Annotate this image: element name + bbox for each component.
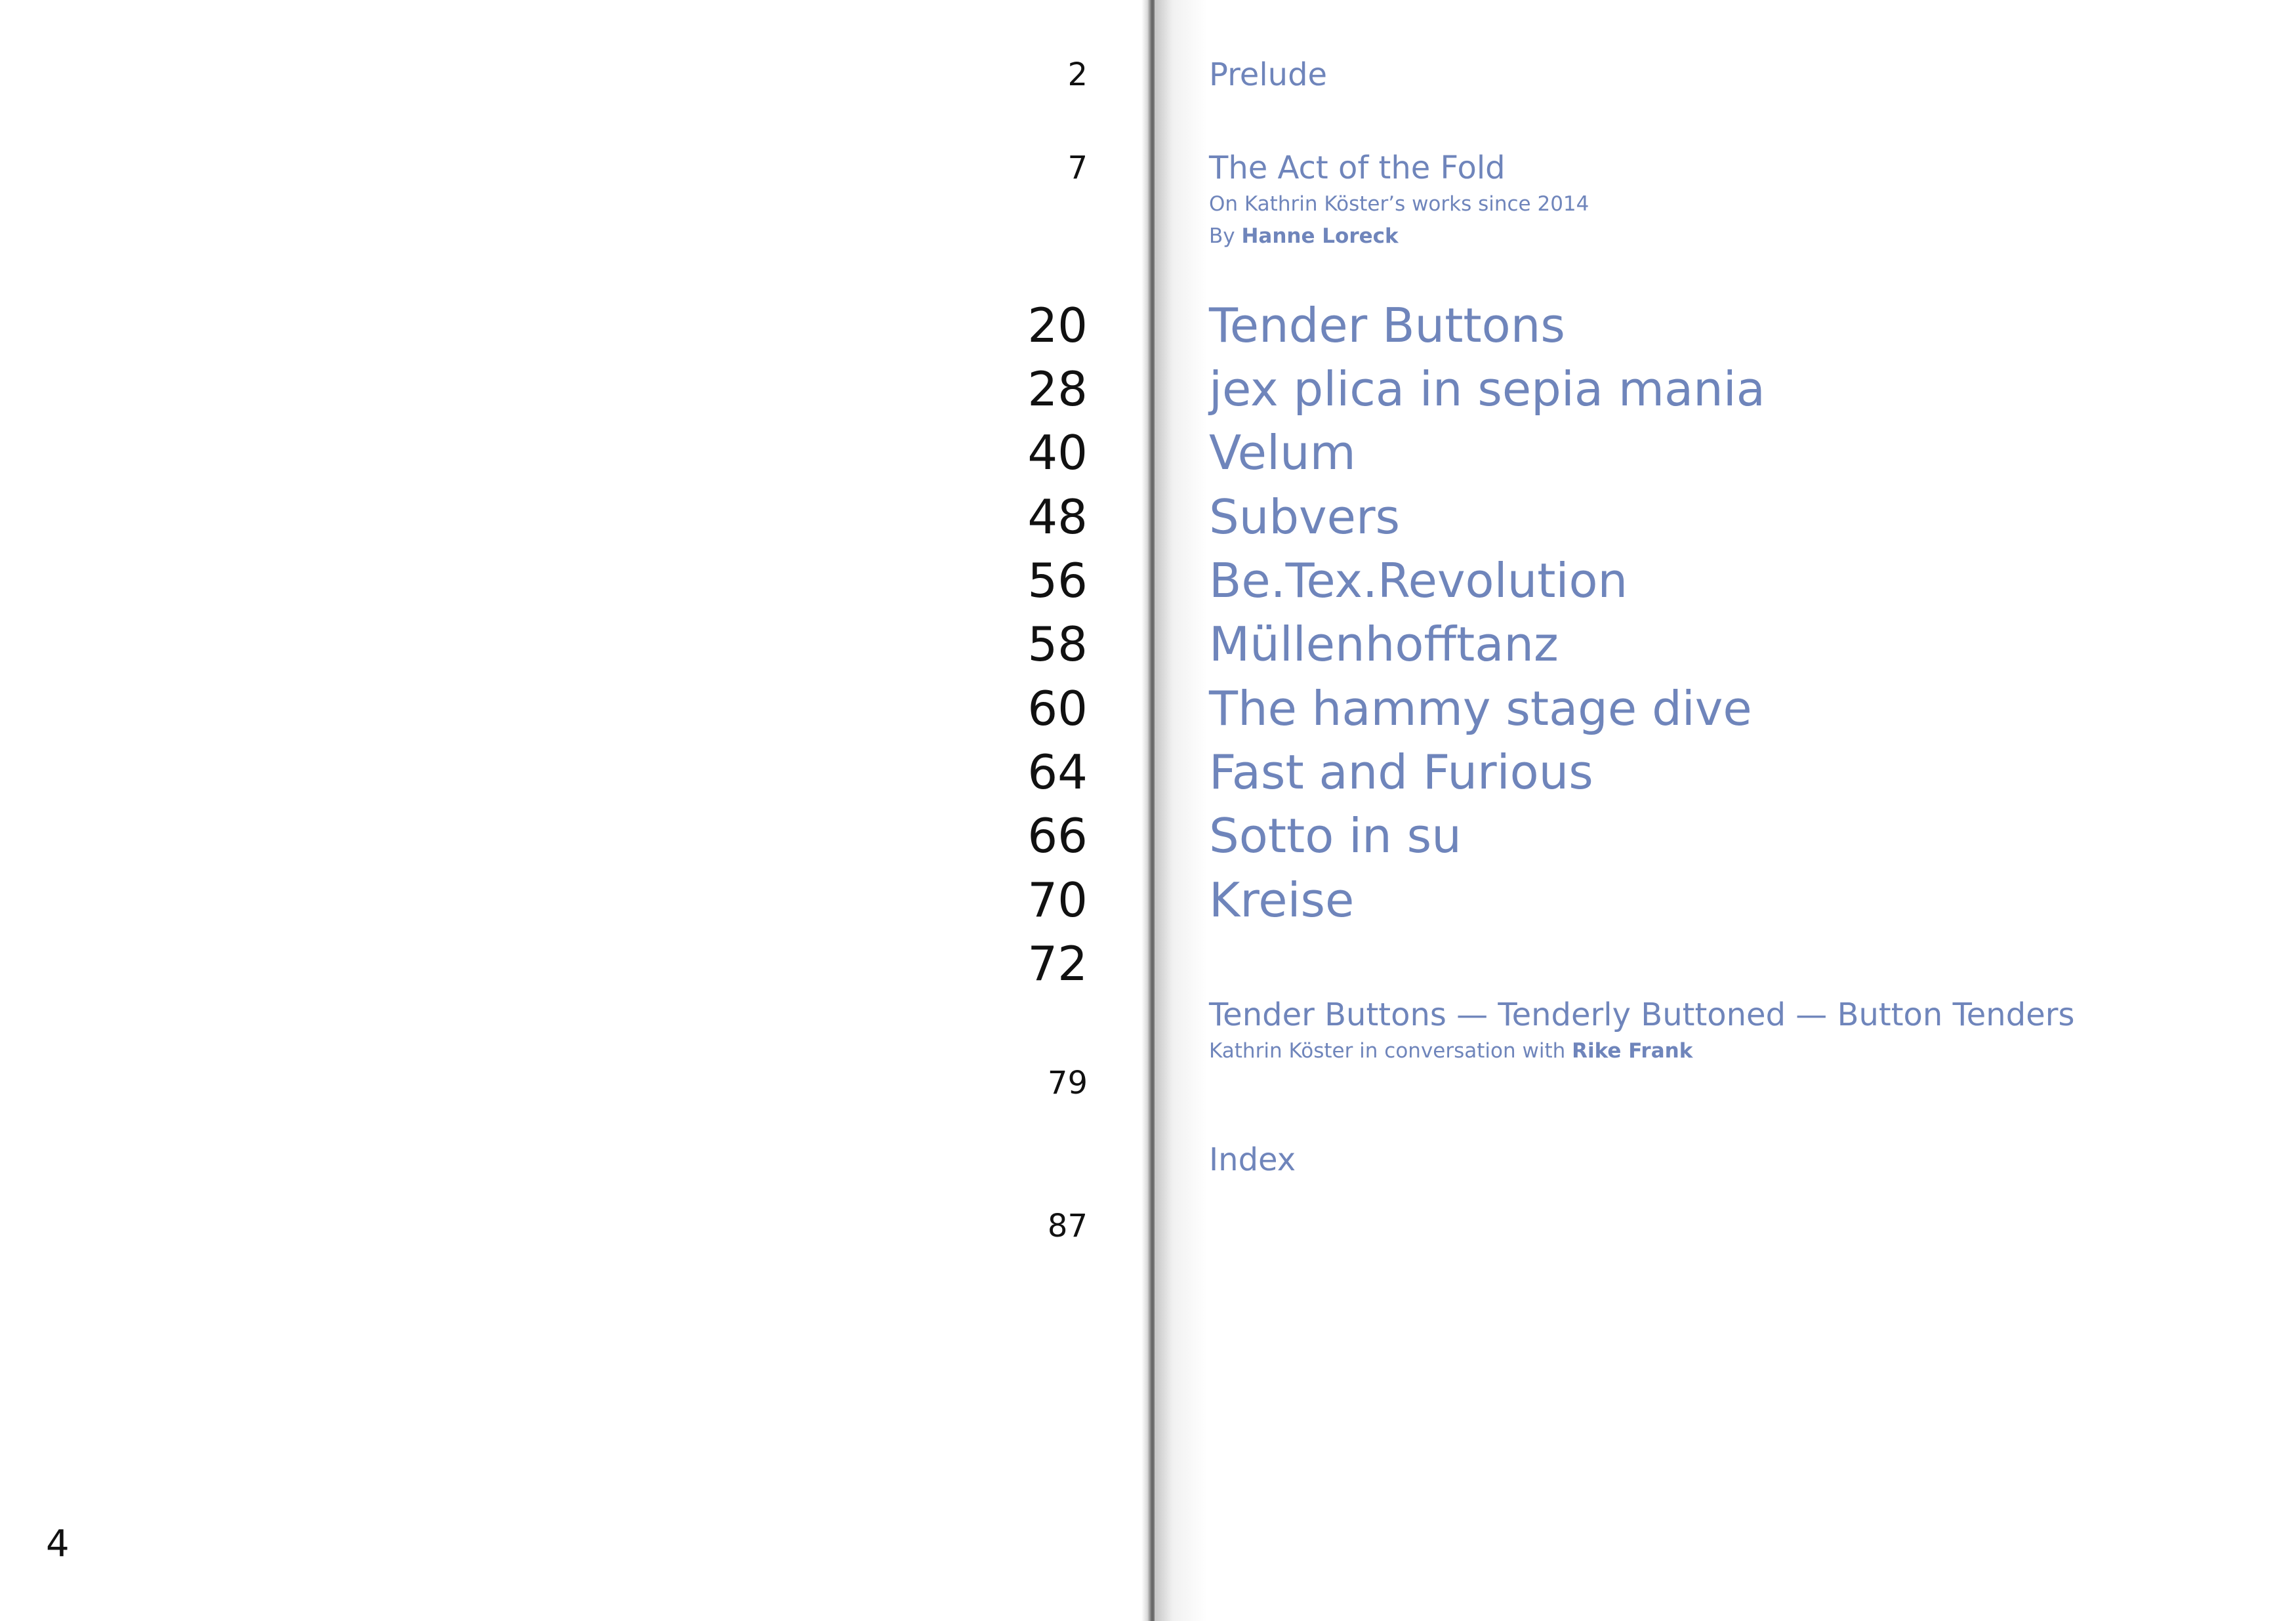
toc-subtitle-essay: On Kathrin Köster’s works since 2014 (1209, 192, 1589, 216)
toc-title-work[interactable]: Sotto in su (1209, 808, 1462, 863)
toc-page-work: 66 (1027, 808, 1088, 863)
toc-page-work: 28 (1027, 361, 1088, 417)
toc-page-work: 64 (1027, 745, 1088, 800)
author-name: Hanne Loreck (1241, 224, 1399, 248)
toc-title-work[interactable]: Velum (1209, 425, 1356, 480)
toc-title-work[interactable]: Subvers (1209, 489, 1401, 544)
toc-page-work: 70 (1027, 872, 1088, 928)
toc-title-prelude[interactable]: Prelude (1209, 56, 1328, 93)
toc-page-work: 72 (1027, 936, 1088, 991)
toc-page-work: 60 (1027, 681, 1088, 736)
toc-page-work: 58 (1027, 617, 1088, 672)
page-folio: 4 (46, 1523, 70, 1565)
toc-title-work[interactable]: jex plica in sepia mania (1209, 361, 1765, 417)
toc-title-work[interactable]: Müllenhofftanz (1209, 617, 1559, 672)
toc-subtitle-conversation (1209, 1041, 1692, 1061)
toc-title-work[interactable]: Be.Tex.Revolution (1209, 553, 1628, 608)
toc-page-work: 56 (1027, 553, 1088, 608)
toc-title-work[interactable]: Fast and Furious (1209, 745, 1593, 800)
toc-page-conversation: 79 (1047, 1065, 1088, 1101)
book-gutter-shadow-left (1141, 0, 1155, 1621)
toc-title-index[interactable]: Index (1209, 1141, 1296, 1178)
conversation-prefix: Kathrin Köster in conversation with (1209, 1039, 1566, 1063)
toc-byline-essay (1209, 226, 1399, 247)
toc-title-work[interactable]: Kreise (1209, 872, 1355, 928)
toc-page-essay: 7 (1067, 150, 1088, 186)
toc-page-prelude: 2 (1067, 56, 1088, 93)
toc-title-conversation[interactable]: Tender Buttons — Tenderly Buttoned — Button Tenders (1209, 996, 2075, 1033)
byline-prefix: By (1209, 224, 1235, 248)
book-gutter-shadow-right (1155, 0, 1207, 1621)
toc-page-work: 20 (1027, 298, 1088, 353)
conversation-partner: Rike Frank (1572, 1039, 1693, 1063)
toc-page-work: 48 (1027, 489, 1088, 544)
toc-title-essay[interactable]: The Act of the Fold (1209, 150, 1506, 186)
toc-title-work[interactable]: Tender Buttons (1209, 298, 1565, 353)
toc-page-work: 40 (1027, 425, 1088, 480)
toc-title-work[interactable]: The hammy stage dive (1209, 681, 1752, 736)
toc-page-index: 87 (1047, 1208, 1088, 1244)
